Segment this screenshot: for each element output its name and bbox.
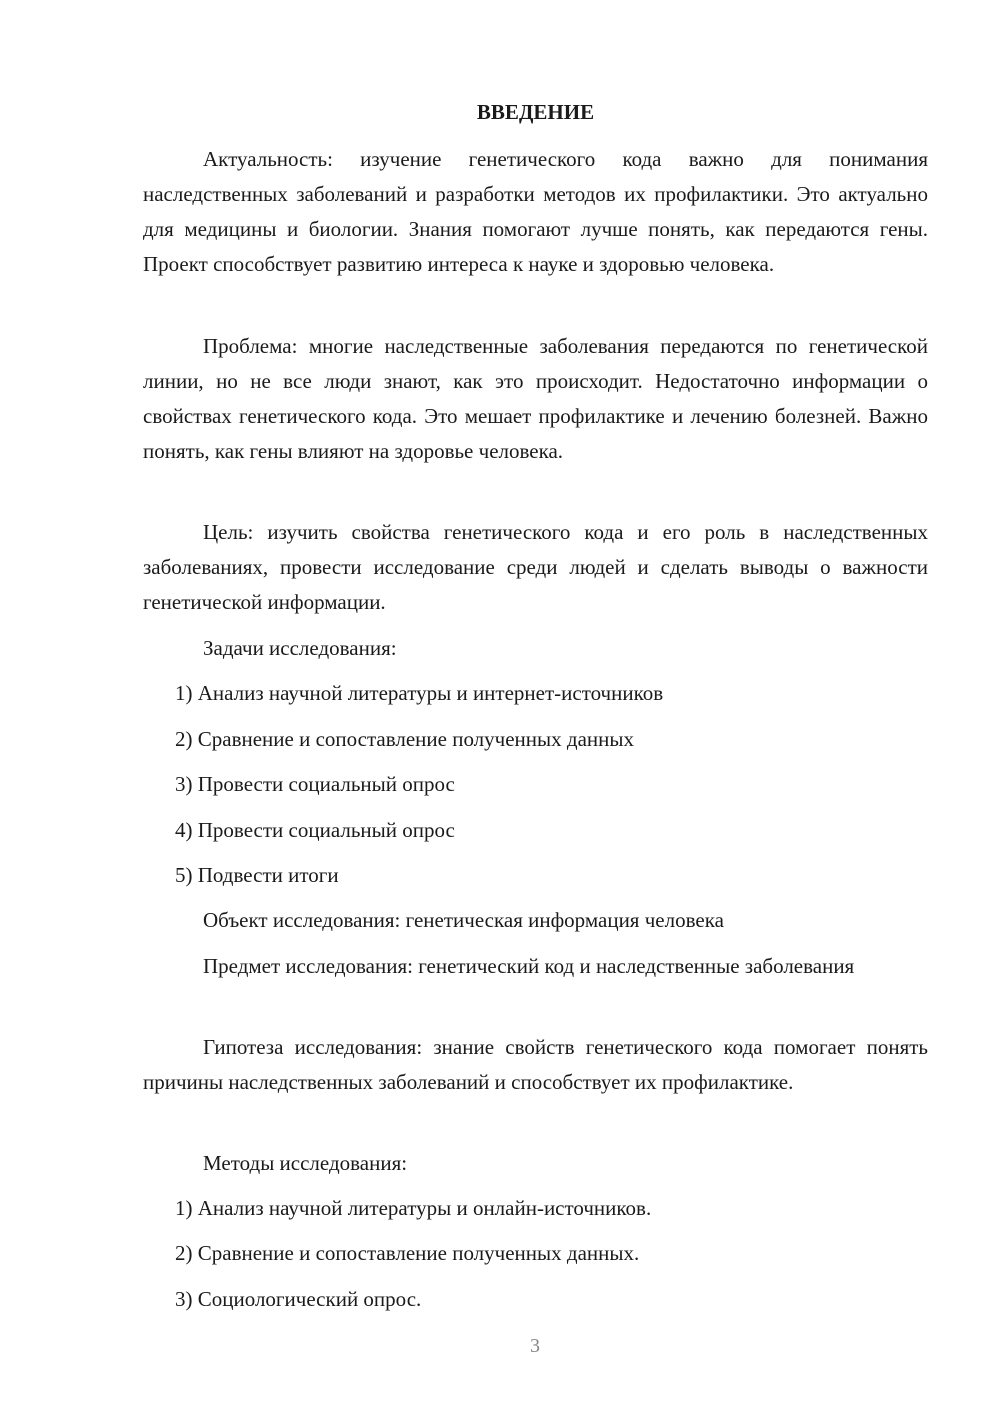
- relevance-paragraph: Актуальность: изучение генетического кода важно для понимания наследственных заболеваний и разработки методов их профилактики. Это актуально для медицины и биологии. Знания помогают лучше понять, как передаются гены. Проект способствует развитию интереса к науке и здоровью человека.: [143, 147, 928, 276]
- task-item: 4) Провести социальный опрос: [175, 818, 455, 842]
- tasks-heading: Задачи исследования:: [203, 636, 397, 660]
- page-title: ВВЕДЕНИЕ: [476, 100, 595, 124]
- method-item: 3) Социологический опрос.: [175, 1287, 422, 1311]
- task-item: 2) Сравнение и сопоставление полученных данных: [175, 727, 634, 751]
- problem-paragraph: Проблема: многие наследственные заболевания передаются по генетической линии, но не все люди знают, как это происходит. Недостаточно информации о свойствах генетического кода. Это мешает профилактике и лечению болезней. Важно понять, как гены влияют на здоровье человека.: [143, 334, 928, 463]
- goal-paragraph: Цель: изучить свойства генетического кода и его роль в наследственных заболеваниях, провести исследование среди людей и сделать выводы о важности генетической информации.: [143, 520, 928, 614]
- methods-heading: Методы исследования:: [203, 1151, 408, 1175]
- object-paragraph: Объект исследования: генетическая информация человека: [203, 908, 724, 932]
- task-item: 1) Анализ научной литературы и интернет-источников: [175, 681, 664, 705]
- page-number: 3: [530, 1335, 540, 1357]
- hypothesis-paragraph: Гипотеза исследования: знание свойств генетического кода помогает понять причины наследственных заболеваний и способствует их профилактике.: [143, 1035, 928, 1094]
- method-item: 2) Сравнение и сопоставление полученных данных.: [175, 1241, 640, 1265]
- task-item: 5) Подвести итоги: [175, 863, 339, 887]
- task-item: 3) Провести социальный опрос: [175, 772, 455, 796]
- method-item: 1) Анализ научной литературы и онлайн-источников.: [175, 1196, 652, 1220]
- subject-paragraph: Предмет исследования: генетический код и наследственные заболевания: [203, 954, 855, 978]
